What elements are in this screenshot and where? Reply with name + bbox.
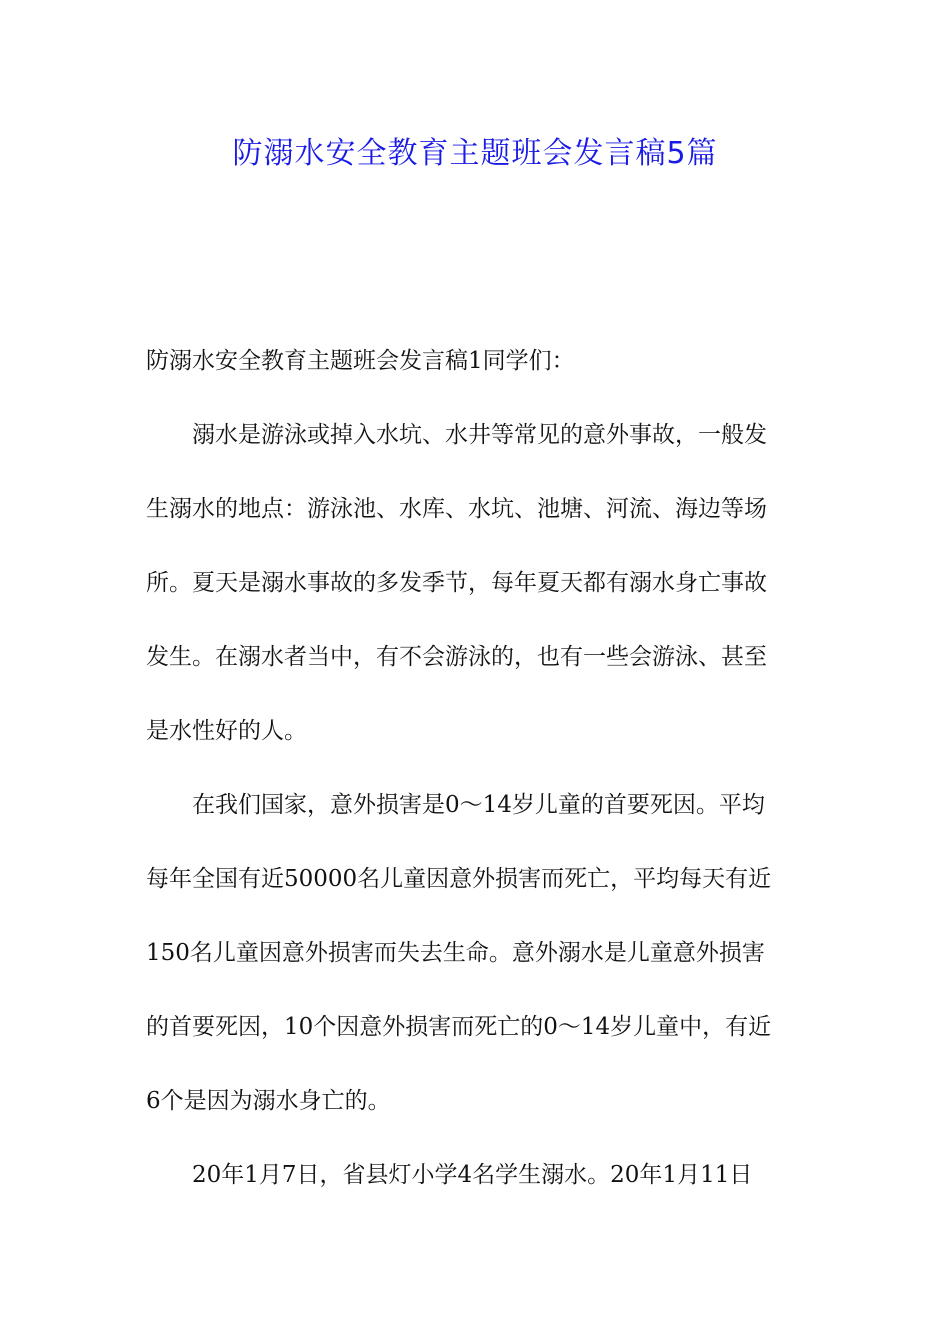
- text-line: 是水性好的人。: [146, 718, 307, 744]
- text-line: 所。夏天是溺水事故的多发季节，每年夏天都有溺水身亡事故: [146, 570, 767, 596]
- text-line: 150名儿童因意外损害而失去生命。意外溺水是儿童意外损害: [146, 940, 765, 966]
- text-line: 发生。在溺水者当中，有不会游泳的，也有一些会游泳、甚至: [146, 644, 767, 670]
- text-line: 溺水是游泳或掉入水坑、水井等常见的意外事故，一般发: [192, 422, 767, 448]
- text-line: 6个是因为溺水身亡的。: [146, 1088, 391, 1114]
- text-line: 20年1月7日，省县灯小学4名学生溺水。20年1月11日: [192, 1162, 753, 1188]
- text-line: 在我们国家，意外损害是0～14岁儿童的首要死因。平均: [192, 792, 765, 818]
- document-title: 防溺水安全教育主题班会发言稿5篇: [232, 136, 718, 171]
- text-line: 每年全国有近50000名儿童因意外损害而死亡，平均每天有近: [146, 866, 772, 892]
- document-body: [146, 334, 816, 1222]
- text-line: 生溺水的地点：游泳池、水库、水坑、池塘、河流、海边等场: [146, 496, 767, 522]
- text-line: 的首要死因，10个因意外损害而死亡的0～14岁儿童中，有近: [146, 1014, 772, 1040]
- text-line: 防溺水安全教育主题班会发言稿1同学们：: [146, 348, 575, 374]
